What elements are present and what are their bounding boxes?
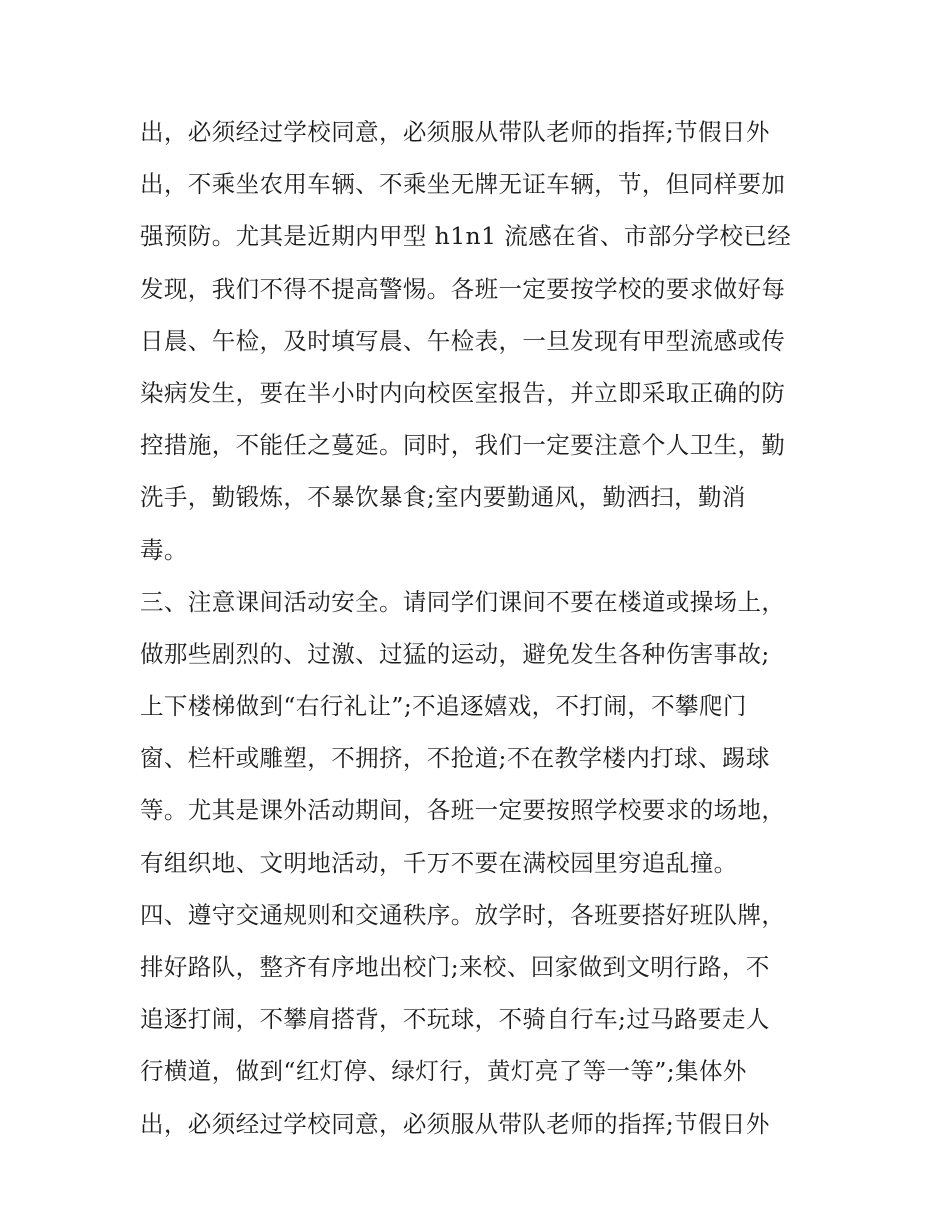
text-line: 发现，我们不得不提高警惕。各班一定要按学校的要求做好每 [140, 274, 786, 303]
text-line: 控措施，不能任之蔓延。同时，我们一定要注意个人卫生，勤 [140, 431, 786, 460]
text-line: 出，必须经过学校同意，必须服从带队老师的指挥;节假日外 [140, 118, 770, 146]
text-line: 上下楼梯做到“右行礼让”;不追逐嬉戏，不打闹，不攀爬门 [140, 692, 747, 721]
text-line: 毒。 [140, 535, 188, 564]
text-line: 强预防。尤其是近期内甲型 h1n1 流感在省、市部分学校已经 [140, 222, 792, 251]
text-line: 日晨、午检，及时填写晨、午检表，一旦发现有甲型流感或传 [140, 326, 786, 355]
text-line: 行横道，做到“红灯停、绿灯行，黄灯亮了等一等”;集体外 [140, 1057, 747, 1086]
text-line: 等。尤其是课外活动期间，各班一定要按照学校要求的场地， [140, 796, 786, 825]
text-line: 三、注意课间活动安全。请同学们课间不要在楼道或操场上， [140, 587, 786, 616]
body-text [140, 106, 820, 1150]
text-line: 出，必须经过学校同意，必须服从带队老师的指挥;节假日外 [140, 1109, 770, 1138]
text-line: 有组织地、文明地活动，千万不要在满校园里穷追乱撞。 [140, 848, 738, 877]
text-line: 洗手，勤锻炼，不暴饮暴食;室内要勤通风，勤洒扫，勤消 [140, 483, 746, 512]
text-line: 做那些剧烈的、过激、过猛的运动，避免发生各种伤害事故; [140, 639, 770, 668]
text-line: 四、遵守交通规则和交通秩序。放学时，各班要搭好班队牌， [140, 900, 786, 929]
text-line: 窗、栏杆或雕塑，不拥挤，不抢道;不在教学楼内打球、踢球 [140, 744, 770, 773]
text-line: 排好路队，整齐有序地出校门;来校、回家做到文明行路，不 [140, 953, 770, 981]
text-line: 染病发生，要在半小时内向校医室报告，并立即采取正确的防 [140, 378, 786, 407]
text-line: 追逐打闹，不攀肩搭背，不玩球，不骑自行车;过马路要走人 [140, 1005, 770, 1034]
text-line: 出，不乘坐农用车辆、不乘坐无牌无证车辆，节，但同样要加 [140, 170, 786, 199]
